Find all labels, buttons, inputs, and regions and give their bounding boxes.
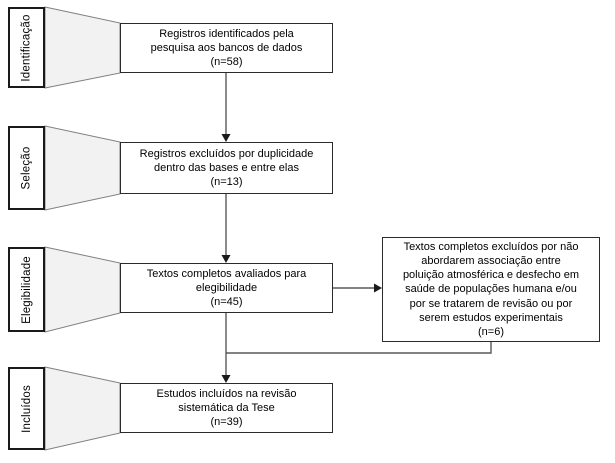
stage-label-elegibilidade bbox=[8, 247, 45, 332]
box-text-line: dentro das bases e entre elas bbox=[154, 162, 299, 174]
arrow-down-icon bbox=[222, 375, 231, 383]
stage-label-text: Identificação bbox=[20, 13, 33, 82]
stage-label-incluidos bbox=[8, 367, 45, 450]
box-records-excluded-duplicates bbox=[120, 142, 333, 194]
box-studies-included bbox=[120, 383, 333, 433]
box-count: (n=58) bbox=[210, 56, 243, 68]
box-text-line: Textos completos avaliados para bbox=[146, 268, 307, 280]
box-text-line: Registros excluídos por duplicidade bbox=[139, 148, 314, 160]
box-text-line: saúde de populações humana e/ou bbox=[405, 283, 577, 296]
box-text-line: elegibilidade bbox=[195, 282, 258, 294]
box-count: (n=13) bbox=[210, 176, 243, 188]
box-text-line: pesquisa aos bancos de dados bbox=[150, 42, 303, 54]
box-count: (n=39) bbox=[210, 416, 243, 428]
funnel-shape-eligibility bbox=[45, 247, 120, 332]
arrow-down-icon bbox=[222, 255, 231, 263]
box-text-line: Textos completos excluídos por não bbox=[403, 240, 579, 253]
box-count: (n=45) bbox=[210, 296, 243, 308]
stage-label-identificacao bbox=[8, 7, 45, 88]
arrow-down-icon bbox=[222, 134, 231, 142]
connector-line-fulltext-excluded-return bbox=[226, 342, 491, 353]
arrow-right-icon bbox=[374, 284, 382, 293]
box-text-line: abordarem associação entre bbox=[421, 254, 561, 267]
box-fulltexts-excluded bbox=[382, 237, 600, 342]
stage-label-text: Incluídos bbox=[20, 384, 33, 433]
box-text-line: serem estudos experimentais bbox=[419, 311, 563, 324]
stage-label-text: Seleção bbox=[20, 146, 33, 190]
funnel-shape-identification bbox=[45, 7, 120, 88]
box-fulltexts-assessed bbox=[120, 263, 333, 313]
funnel-shape-included bbox=[45, 367, 120, 450]
stage-label-text: Elegibilidade bbox=[20, 255, 33, 324]
funnel-shape-screening bbox=[45, 126, 120, 210]
box-text-line: sistemática da Tese bbox=[178, 402, 275, 414]
box-count: (n=6) bbox=[478, 326, 504, 338]
box-text-line: por se tratarem de revisão ou por bbox=[409, 297, 573, 310]
box-text-line: poluição atmosférica e desfecho em bbox=[402, 269, 580, 282]
box-records-identified bbox=[120, 23, 333, 73]
box-text-line: Estudos incluídos na revisão bbox=[156, 388, 297, 400]
stage-label-selecao bbox=[8, 126, 45, 210]
box-text-line: Registros identificados pela bbox=[159, 28, 294, 40]
